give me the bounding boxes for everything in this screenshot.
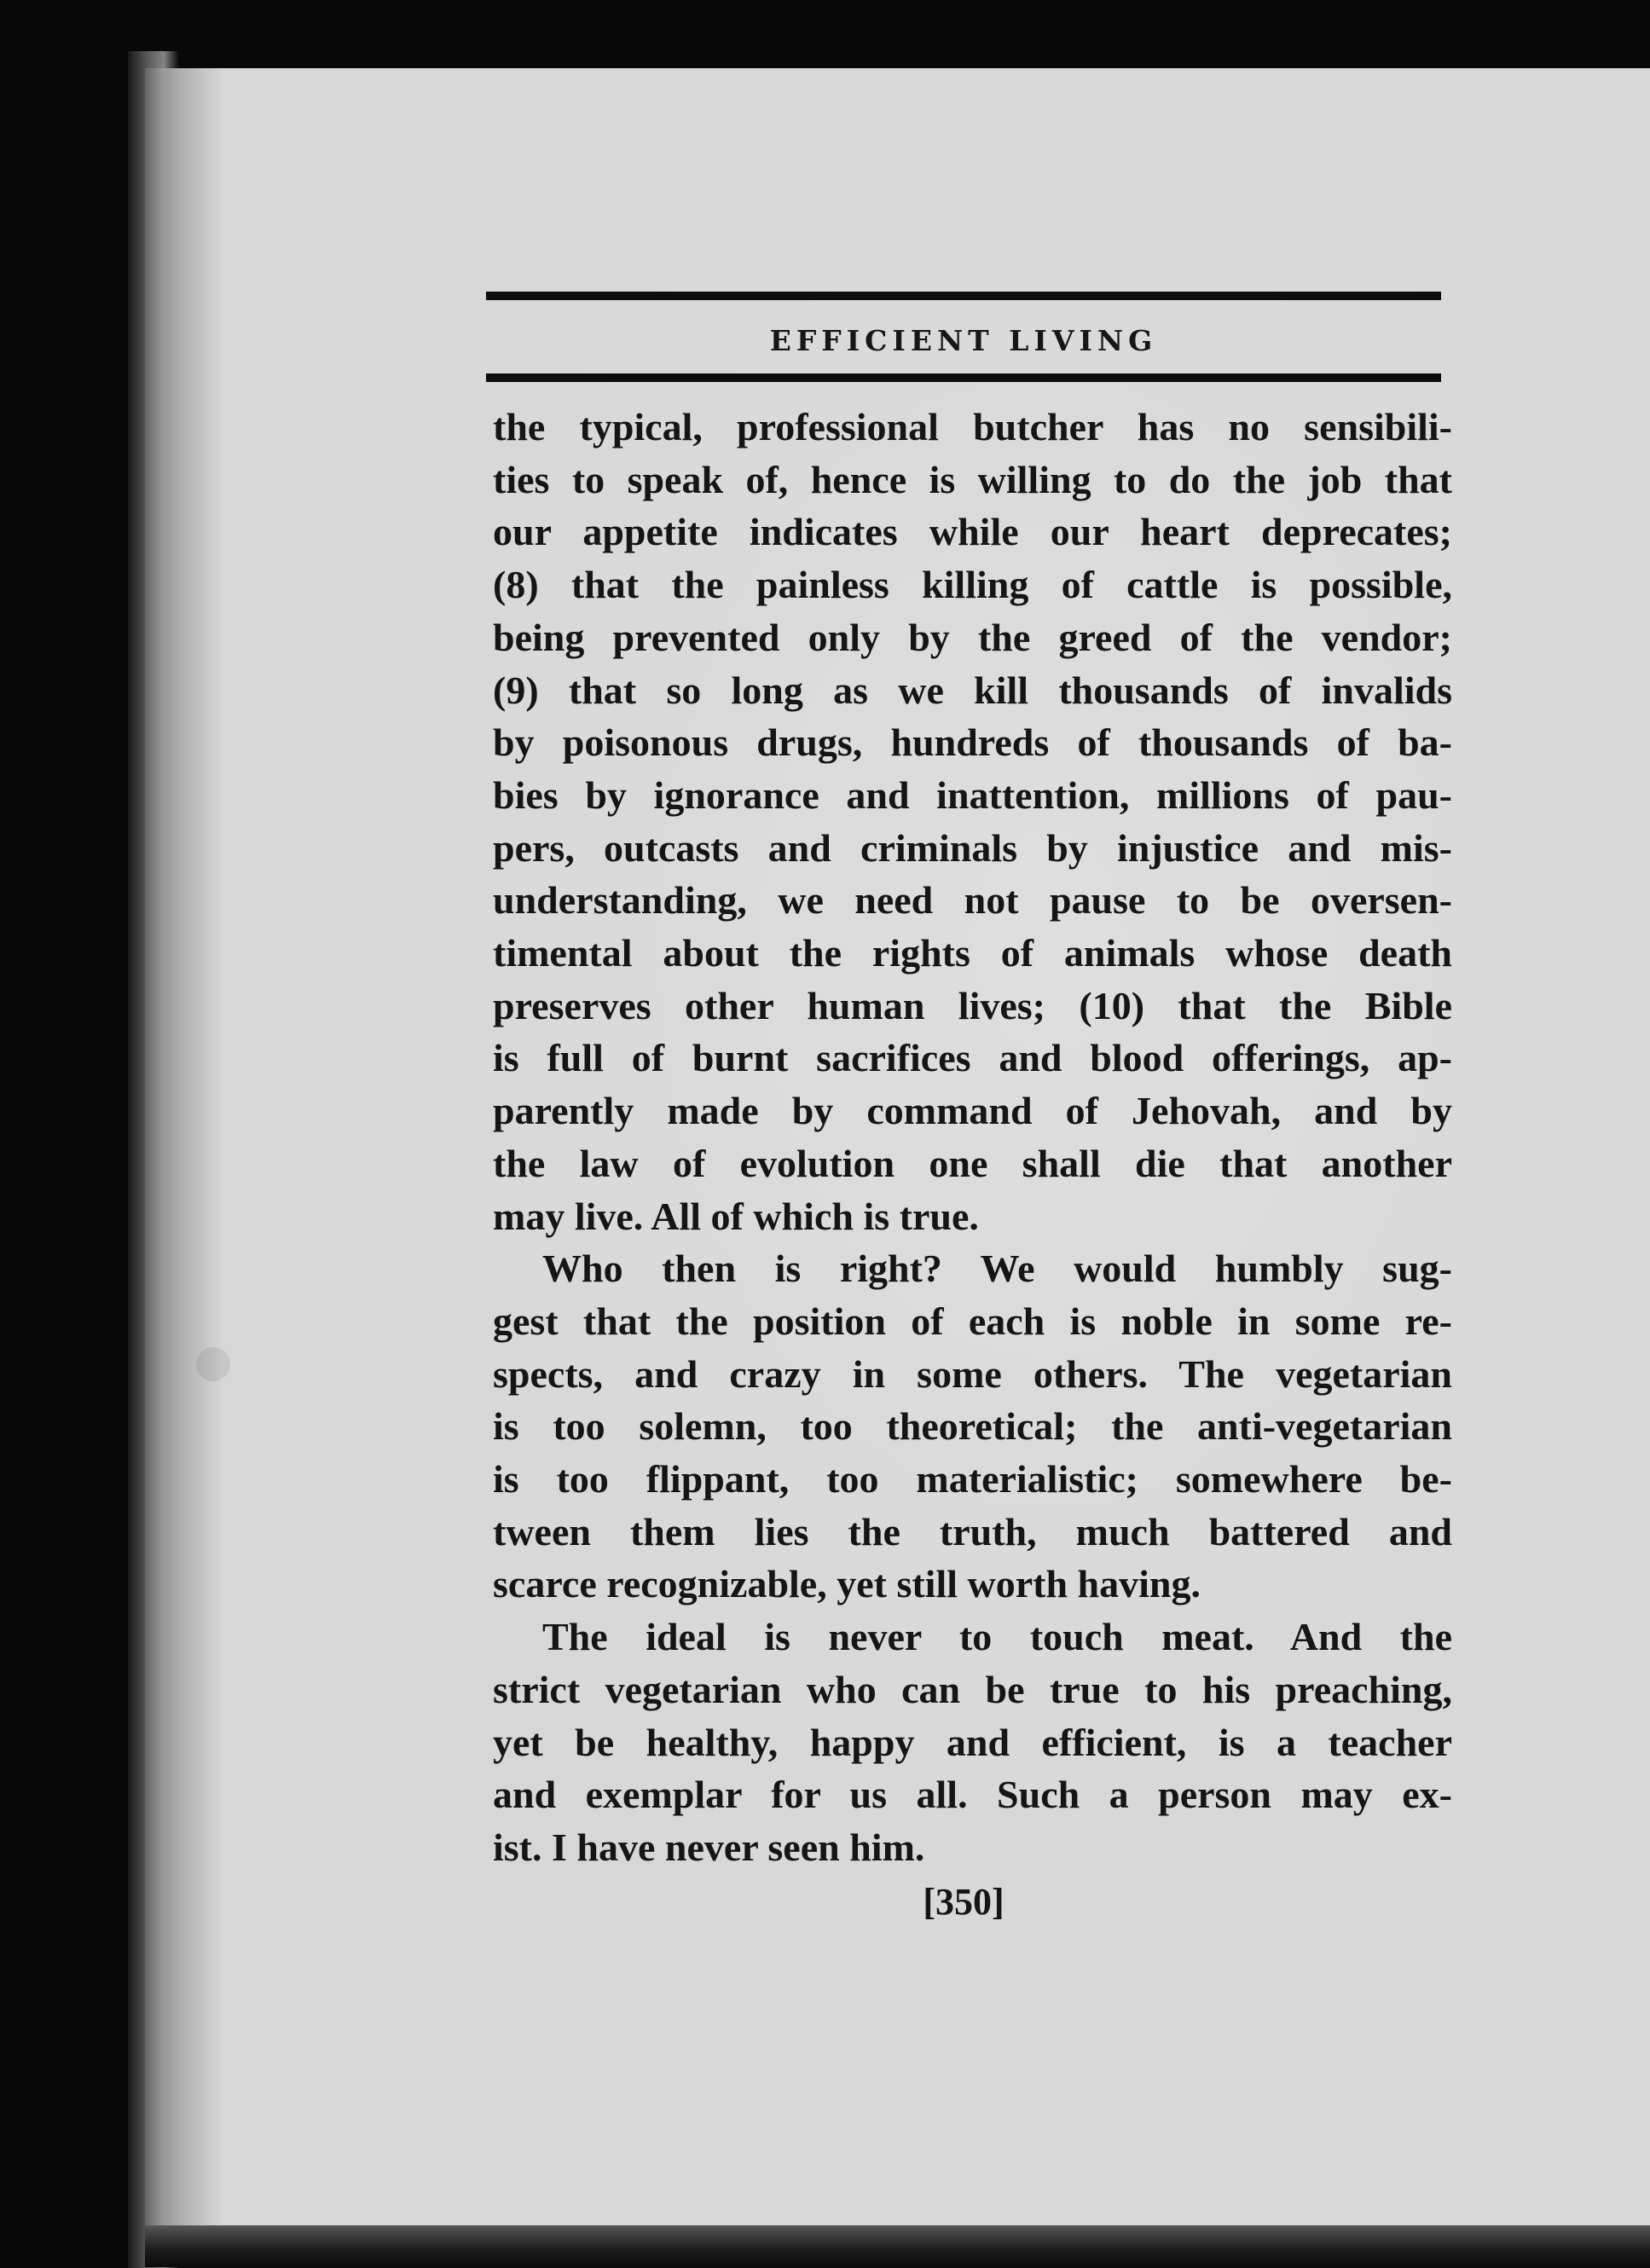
text-line: timental about the rights of animals whose death — [493, 931, 1452, 975]
text-line: may live. All of which is true. — [493, 1194, 979, 1238]
text-line: the law of evolution one shall die that another — [493, 1141, 1452, 1185]
text-line: by poisonous drugs, hundreds of thousands of ba- — [493, 720, 1452, 765]
text-line: being prevented only by the greed of the vendor; — [493, 615, 1452, 659]
body-text — [493, 401, 1452, 1874]
text-line: preserves other human lives; (10) that the Bible — [493, 983, 1452, 1027]
text-line: understanding, we need not pause to be oversen- — [493, 878, 1452, 923]
text-line: tween them lies the truth, much battered and — [493, 1509, 1452, 1553]
text-line: parently made by command of Jehovah, and by — [493, 1089, 1452, 1133]
running-head: EFFICIENT LIVING — [769, 324, 1158, 357]
text-line: our appetite indicates while our heart deprecates; — [493, 510, 1452, 554]
text-line: strict vegetarian who can be true to his preaching, — [493, 1667, 1452, 1711]
header-rule-bottom — [486, 373, 1441, 382]
text-line: bies by ignorance and inattention, millions of pau- — [493, 772, 1452, 817]
text-line: ties to speak of, hence is willing to do the job that — [493, 457, 1452, 501]
text-line: The ideal is never to touch meat. And the — [542, 1615, 1452, 1659]
text-line: is full of burnt sacrifices and blood offerings, ap- — [493, 1036, 1452, 1080]
text-line: scarce recognizable, yet still worth having. — [493, 1562, 1201, 1606]
text-line: is too flippant, too materialistic; somewhere be- — [493, 1457, 1452, 1501]
text-line: (8) that the painless killing of cattle is possible, — [493, 563, 1452, 607]
text-line: yet be healthy, happy and efficient, is a teacher — [493, 1720, 1452, 1764]
text-line: and exemplar for us all. Such a person may ex- — [493, 1773, 1452, 1817]
page-bottom-edge — [145, 2225, 1650, 2267]
text-line: gest that the position of each is noble in some re- — [493, 1299, 1452, 1343]
page-gutter — [128, 51, 179, 2268]
text-line: the typical, professional butcher has no sensibili- — [493, 405, 1452, 448]
header-rule-top — [486, 292, 1441, 300]
text-line: is too solemn, too theoretical; the anti-vegetarian — [493, 1404, 1452, 1449]
text-line: ist. I have never seen him. — [493, 1825, 925, 1869]
text-line: spects, and crazy in some others. The vegetarian — [493, 1351, 1452, 1396]
text-line: (9) that so long as we kill thousands of invalids — [493, 668, 1452, 712]
text-line: pers, outcasts and criminals by injustice and mis- — [493, 825, 1452, 870]
text-line: Who then is right? We would humbly sug- — [542, 1247, 1452, 1291]
page-number: [350] — [923, 1881, 1004, 1923]
